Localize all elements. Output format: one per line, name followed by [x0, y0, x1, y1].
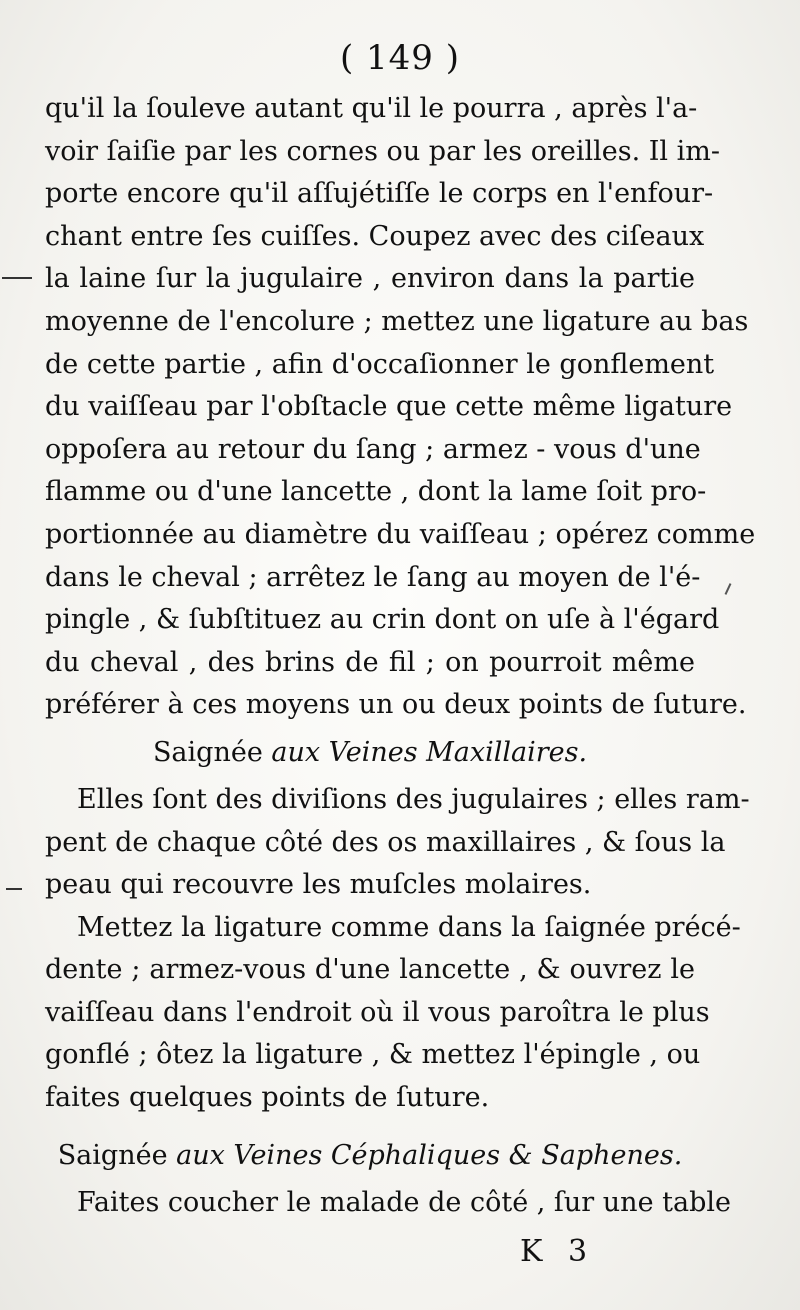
- text-line: voir ſaiſie par les cornes ou par les oreilles. Il im-: [45, 135, 720, 167]
- margin-mark: [6, 888, 22, 890]
- text-line: de cette partie , afin d'occaſionner le gonflement: [45, 348, 715, 380]
- text-line: pingle , & ſubſtituez au crin dont on uſe à l'égard: [45, 604, 720, 636]
- text-line: moyenne de l'encolure ; mettez une ligature au bas: [45, 305, 749, 337]
- paragraph: [45, 907, 741, 1120]
- text-line: faites quelques points de ſuture.: [45, 1082, 490, 1114]
- heading-italic: aux Veines Maxillaires.: [271, 736, 588, 768]
- margin-mark: [2, 277, 32, 279]
- paragraph: [45, 779, 750, 907]
- page-number: ( 149 ): [339, 38, 461, 78]
- heading-italic: aux Veines Céphaliques & Saphenes.: [176, 1139, 683, 1171]
- section-heading: [45, 1130, 695, 1182]
- text-line: vaiſſeau dans l'endroit où il vous paroîtra le plus: [45, 996, 710, 1028]
- text-line: dente ; armez-vous d'une lancette , & ouvrez le: [45, 954, 695, 986]
- text-line: du cheval , des brins de fil ; on pourroit même: [45, 646, 695, 678]
- text-line: Mettez la ligature comme dans la ſaignée précé-: [77, 911, 741, 943]
- text-line: dans le cheval ; arrêtez le ſang au moyen de l'é-: [45, 561, 701, 593]
- text-block: [45, 88, 756, 1224]
- text-line: porte encore qu'il aſſujétiſſe le corps en l'enfour-: [45, 178, 714, 210]
- section-heading: [45, 727, 695, 779]
- text-line: flamme ou d'une lancette , dont la lame ſoit pro-: [45, 476, 707, 508]
- text-line: chant entre ſes cuiſſes. Coupez avec des ciſeaux: [45, 220, 705, 252]
- text-line: peau qui recouvre les muſcles molaires.: [45, 869, 592, 901]
- margin-mark: [725, 583, 732, 595]
- text-line: oppoſera au retour du ſang ; armez - vous d'une: [45, 433, 701, 465]
- text-line: la laine ſur la jugulaire , environ dans la partie: [45, 263, 695, 295]
- text-line: portionnée au diamètre du vaiſſeau ; opérez comme: [45, 518, 756, 550]
- signature-mark: K 3: [520, 1234, 596, 1269]
- paragraph: [45, 88, 756, 727]
- paragraph: [45, 1182, 731, 1225]
- text-line: gonflé ; ôtez la ligature , & mettez l'épingle , ou: [45, 1039, 701, 1071]
- text-line: du vaiſſeau par l'obſtacle que cette même ligature: [45, 391, 733, 423]
- text-line: préférer à ces moyens un ou deux points de ſuture.: [45, 689, 747, 721]
- text-line: Elles ſont des diviſions des jugulaires ; elles ram-: [77, 783, 750, 815]
- heading-prefix: Saignée: [152, 736, 272, 768]
- text-line: Faites coucher le malade de côté , ſur une table: [77, 1186, 731, 1218]
- text-line: qu'il la ſouleve autant qu'il le pourra , après l'a-: [45, 93, 698, 124]
- heading-prefix: Saignée: [57, 1139, 177, 1171]
- text-line: pent de chaque côté des os maxillaires , & ſous la: [45, 826, 726, 858]
